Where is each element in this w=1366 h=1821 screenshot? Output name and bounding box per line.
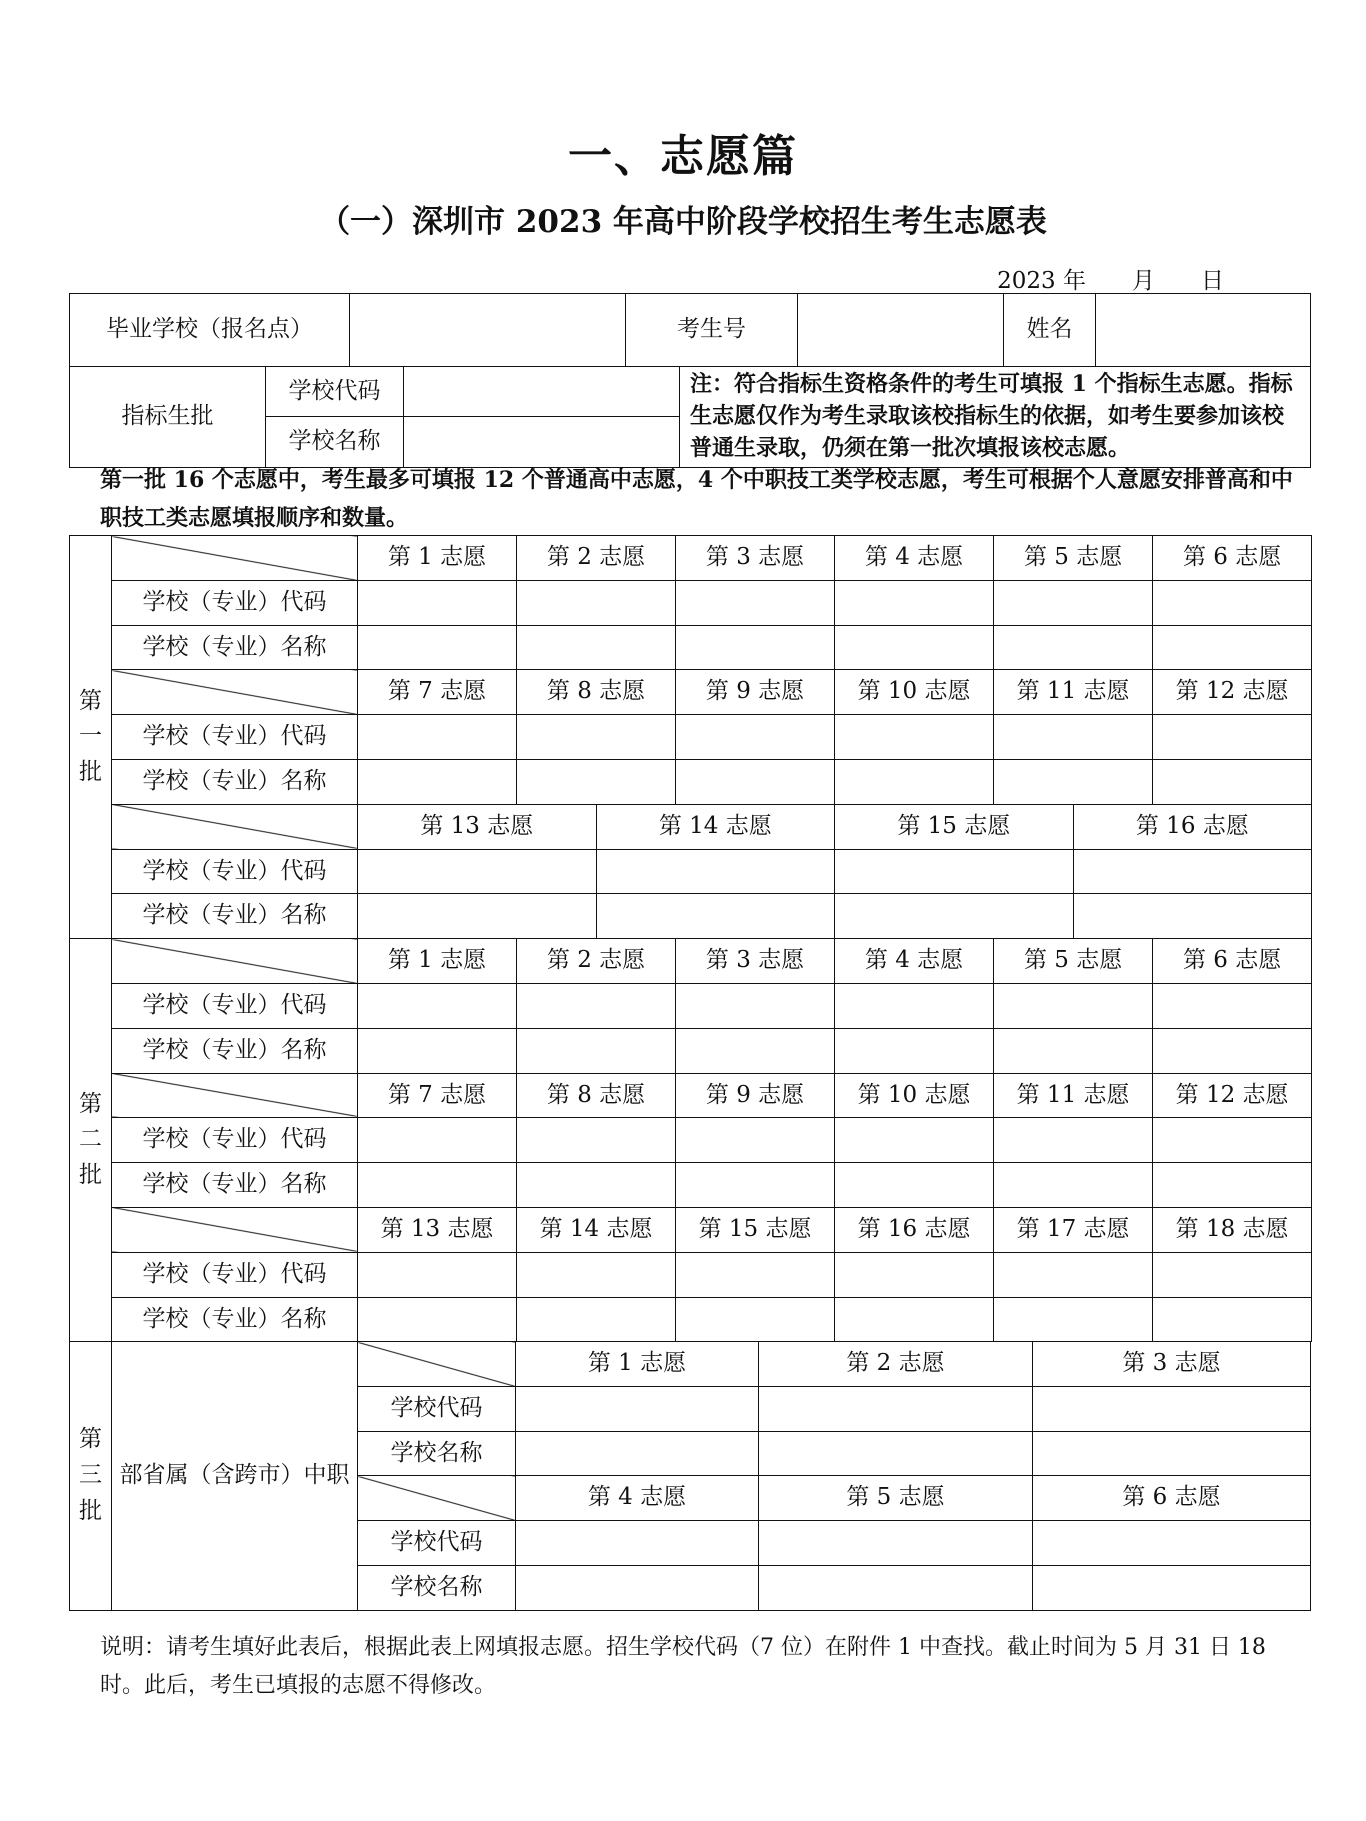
school-code-input[interactable] (358, 1118, 517, 1163)
school-code-label: 学校代码 (358, 1521, 516, 1566)
school-code-input[interactable] (835, 849, 1074, 894)
school-name-label: 学校名称 (358, 1565, 516, 1610)
choice-header: 第 12 志愿 (1153, 670, 1312, 715)
school-name-input[interactable] (1153, 1297, 1312, 1342)
school-name-input[interactable] (676, 1297, 835, 1342)
batch1-label-char: 第 (79, 687, 102, 714)
batch3-table (69, 1341, 1311, 1611)
quota-note: 注：符合指标生资格条件的考生可填报 1 个指标生志愿。指标生志愿仅作为考生录取该校指标生的依据，如考生要参加该校普通生录取，仍须在第一批次填报该校志愿。 (680, 367, 1311, 468)
school-code-input[interactable] (759, 1521, 1033, 1566)
page-title: 一、志愿篇 (568, 131, 798, 182)
school-code-input[interactable] (676, 1252, 835, 1297)
choice-header: 第 15 志愿 (835, 804, 1074, 849)
school-name-input[interactable] (358, 894, 597, 939)
form-subtitle: （一）深圳市 2023 年高中阶段学校招生考生志愿表 (319, 204, 1047, 240)
school-code-input[interactable] (517, 1118, 676, 1163)
school-code-input[interactable] (1153, 983, 1312, 1028)
school-name-input[interactable] (516, 1565, 759, 1610)
choice-header: 第 16 志愿 (1073, 804, 1312, 849)
diagonal-header-cell (112, 804, 358, 849)
quota-table (69, 366, 1311, 468)
diagonal-header-cell (112, 939, 358, 984)
choice-header: 第 3 志愿 (676, 536, 835, 581)
school-name-input[interactable] (516, 1431, 759, 1476)
exam-no-field[interactable] (798, 294, 1004, 367)
choice-header: 第 14 志愿 (596, 804, 835, 849)
school-name-input[interactable] (358, 625, 517, 670)
school-name-input[interactable] (596, 894, 835, 939)
school-name-input[interactable] (835, 1163, 994, 1208)
school-code-input[interactable] (1153, 1252, 1312, 1297)
quota-code-label: 学校代码 (266, 367, 404, 417)
choice-header: 第 15 志愿 (676, 1207, 835, 1252)
name-label: 姓名 (1004, 294, 1096, 367)
choice-header: 第 5 志愿 (994, 536, 1153, 581)
school-code-input[interactable] (835, 580, 994, 625)
school-name-input[interactable] (676, 1163, 835, 1208)
school-code-input[interactable] (358, 983, 517, 1028)
choice-header: 第 12 志愿 (1153, 1073, 1312, 1118)
school-name-input[interactable] (517, 1163, 676, 1208)
school-code-input[interactable] (994, 983, 1153, 1028)
header-table (69, 293, 1311, 367)
school-code-input[interactable] (358, 580, 517, 625)
school-name-input[interactable] (1033, 1565, 1311, 1610)
school-name-input[interactable] (1153, 1163, 1312, 1208)
school-name-input[interactable] (1153, 1028, 1312, 1073)
school-name-input[interactable] (676, 759, 835, 804)
batch3-label-char: 三 (79, 1462, 102, 1489)
choice-header: 第 13 志愿 (358, 1207, 517, 1252)
choice-header: 第 5 志愿 (994, 939, 1153, 984)
school-name-input[interactable] (994, 1028, 1153, 1073)
choice-header: 第 2 志愿 (759, 1342, 1033, 1387)
school-name-input[interactable] (759, 1431, 1033, 1476)
quota-name-field[interactable] (404, 417, 680, 467)
school-code-input[interactable] (676, 1118, 835, 1163)
choice-header: 第 5 志愿 (759, 1476, 1033, 1521)
school-code-input[interactable] (1033, 1386, 1311, 1431)
school-code-input[interactable] (517, 983, 676, 1028)
school-name-input[interactable] (1073, 894, 1312, 939)
date-line (997, 262, 1224, 295)
choice-header: 第 9 志愿 (676, 1073, 835, 1118)
school-code-label: 学校（专业）代码 (112, 1118, 358, 1163)
school-name-input[interactable] (835, 625, 994, 670)
school-name-input[interactable] (1153, 625, 1312, 670)
diagonal-header-cell (358, 1342, 516, 1387)
batch2-label (70, 939, 112, 1342)
diagonal-header-cell (112, 670, 358, 715)
school-code-label: 学校（专业）代码 (112, 849, 358, 894)
school-name-input[interactable] (517, 625, 676, 670)
diagonal-header-cell (112, 1073, 358, 1118)
school-code-input[interactable] (358, 1252, 517, 1297)
batch3-label-char: 批 (79, 1497, 102, 1524)
school-name-input[interactable] (1153, 759, 1312, 804)
footer-note: 说明：请考生填好此表后，根据此表上网填报志愿。招生学校代码（7 位）在附件 1 中查找。截止时间为 5 月 31 日 18 时。此后，考生已填报的志愿不得修改。 (100, 1635, 1266, 1698)
school-code-input[interactable] (994, 1252, 1153, 1297)
school-code-input[interactable] (1153, 715, 1312, 760)
batch1-label (70, 536, 112, 939)
school-code-input[interactable] (835, 715, 994, 760)
choice-header: 第 14 志愿 (517, 1207, 676, 1252)
choice-header: 第 7 志愿 (358, 1073, 517, 1118)
school-code-input[interactable] (517, 580, 676, 625)
date-day: 日 (1201, 268, 1224, 294)
school-name-input[interactable] (358, 759, 517, 804)
batch1-note: 第一批 16 个志愿中，考生最多可填报 12 个普通高中志愿，4 个中职技工类学校志愿，考生可根据个人意愿安排普高和中职技工类志愿填报顺序和数量。 (100, 467, 1293, 531)
school-code-input[interactable] (676, 983, 835, 1028)
school-code-input[interactable] (1033, 1521, 1311, 1566)
school-name-input[interactable] (358, 1163, 517, 1208)
school-name-input[interactable] (835, 1028, 994, 1073)
choice-header: 第 8 志愿 (517, 1073, 676, 1118)
school-name-label: 学校（专业）名称 (112, 1163, 358, 1208)
school-code-input[interactable] (358, 715, 517, 760)
school-code-input[interactable] (516, 1386, 759, 1431)
school-label: 毕业学校（报名点） (70, 294, 350, 367)
school-code-input[interactable] (676, 580, 835, 625)
choice-header: 第 13 志愿 (358, 804, 597, 849)
choice-header: 第 11 志愿 (994, 1073, 1153, 1118)
school-name-input[interactable] (517, 1297, 676, 1342)
school-code-input[interactable] (994, 1118, 1153, 1163)
choice-header: 第 8 志愿 (517, 670, 676, 715)
batch3-label (70, 1342, 112, 1611)
school-name-input[interactable] (835, 894, 1074, 939)
school-name-input[interactable] (358, 1297, 517, 1342)
choice-header: 第 6 志愿 (1153, 939, 1312, 984)
batch3-label-char: 第 (79, 1426, 102, 1453)
school-code-label: 学校（专业）代码 (112, 580, 358, 625)
date-month: 月 (1132, 268, 1155, 294)
school-code-input[interactable] (516, 1521, 759, 1566)
school-name-input[interactable] (358, 1028, 517, 1073)
quota-batch-label: 指标生批 (70, 367, 266, 468)
name-field[interactable] (1096, 294, 1311, 367)
quota-name-label: 学校名称 (266, 417, 404, 467)
school-name-input[interactable] (994, 1163, 1153, 1208)
school-code-input[interactable] (994, 580, 1153, 625)
school-code-input[interactable] (517, 1252, 676, 1297)
school-name-input[interactable] (994, 759, 1153, 804)
batch1-label-char: 批 (79, 758, 102, 785)
choice-header: 第 2 志愿 (517, 536, 676, 581)
batch3-category: 部省属（含跨市）中职 (112, 1342, 358, 1611)
school-code-input[interactable] (759, 1386, 1033, 1431)
choice-header: 第 10 志愿 (835, 670, 994, 715)
school-code-label: 学校代码 (358, 1386, 516, 1431)
school-name-label: 学校（专业）名称 (112, 625, 358, 670)
batch-table (69, 535, 1312, 1342)
school-name-input[interactable] (1033, 1431, 1311, 1476)
school-name-input[interactable] (517, 1028, 676, 1073)
choice-header: 第 3 志愿 (1033, 1342, 1311, 1387)
school-name-input[interactable] (835, 1297, 994, 1342)
choice-header: 第 4 志愿 (835, 939, 994, 984)
choice-header: 第 1 志愿 (516, 1342, 759, 1387)
choice-header: 第 1 志愿 (358, 939, 517, 984)
choice-header: 第 6 志愿 (1153, 536, 1312, 581)
school-code-input[interactable] (358, 849, 597, 894)
batch2-label-char: 批 (79, 1162, 102, 1189)
school-code-input[interactable] (596, 849, 835, 894)
choice-header: 第 2 志愿 (517, 939, 676, 984)
batch2-label-char: 第 (79, 1090, 102, 1117)
diagonal-header-cell (112, 1207, 358, 1252)
choice-header: 第 4 志愿 (835, 536, 994, 581)
choice-header: 第 18 志愿 (1153, 1207, 1312, 1252)
choice-header: 第 9 志愿 (676, 670, 835, 715)
choice-header: 第 3 志愿 (676, 939, 835, 984)
diagonal-header-cell (358, 1476, 516, 1521)
school-name-label: 学校（专业）名称 (112, 894, 358, 939)
school-code-input[interactable] (994, 715, 1153, 760)
school-code-input[interactable] (1073, 849, 1312, 894)
choice-header: 第 16 志愿 (835, 1207, 994, 1252)
school-name-label: 学校（专业）名称 (112, 1028, 358, 1073)
school-name-input[interactable] (994, 1297, 1153, 1342)
school-code-input[interactable] (835, 983, 994, 1028)
school-field[interactable] (350, 294, 626, 367)
school-code-input[interactable] (1153, 580, 1312, 625)
school-code-input[interactable] (835, 1252, 994, 1297)
school-name-input[interactable] (676, 1028, 835, 1073)
choice-header: 第 17 志愿 (994, 1207, 1153, 1252)
school-name-input[interactable] (994, 625, 1153, 670)
quota-code-field[interactable] (404, 367, 680, 417)
choice-header: 第 11 志愿 (994, 670, 1153, 715)
school-code-label: 学校（专业）代码 (112, 715, 358, 760)
school-name-label: 学校（专业）名称 (112, 759, 358, 804)
school-code-input[interactable] (835, 1118, 994, 1163)
date-year: 2023 年 (997, 268, 1086, 294)
batch2-label-char: 二 (79, 1126, 102, 1153)
choice-header: 第 7 志愿 (358, 670, 517, 715)
school-name-input[interactable] (759, 1565, 1033, 1610)
exam-no-label: 考生号 (626, 294, 798, 367)
school-name-input[interactable] (676, 625, 835, 670)
school-name-input[interactable] (517, 759, 676, 804)
school-code-input[interactable] (1153, 1118, 1312, 1163)
school-name-label: 学校（专业）名称 (112, 1297, 358, 1342)
school-code-input[interactable] (517, 715, 676, 760)
batch1-label-char: 一 (79, 723, 102, 750)
choice-header: 第 1 志愿 (358, 536, 517, 581)
school-name-label: 学校名称 (358, 1431, 516, 1476)
choice-header: 第 6 志愿 (1033, 1476, 1311, 1521)
school-code-label: 学校（专业）代码 (112, 1252, 358, 1297)
choice-header: 第 10 志愿 (835, 1073, 994, 1118)
diagonal-header-cell (112, 536, 358, 581)
school-code-label: 学校（专业）代码 (112, 983, 358, 1028)
school-code-input[interactable] (676, 715, 835, 760)
choice-header: 第 4 志愿 (516, 1476, 759, 1521)
school-name-input[interactable] (835, 759, 994, 804)
